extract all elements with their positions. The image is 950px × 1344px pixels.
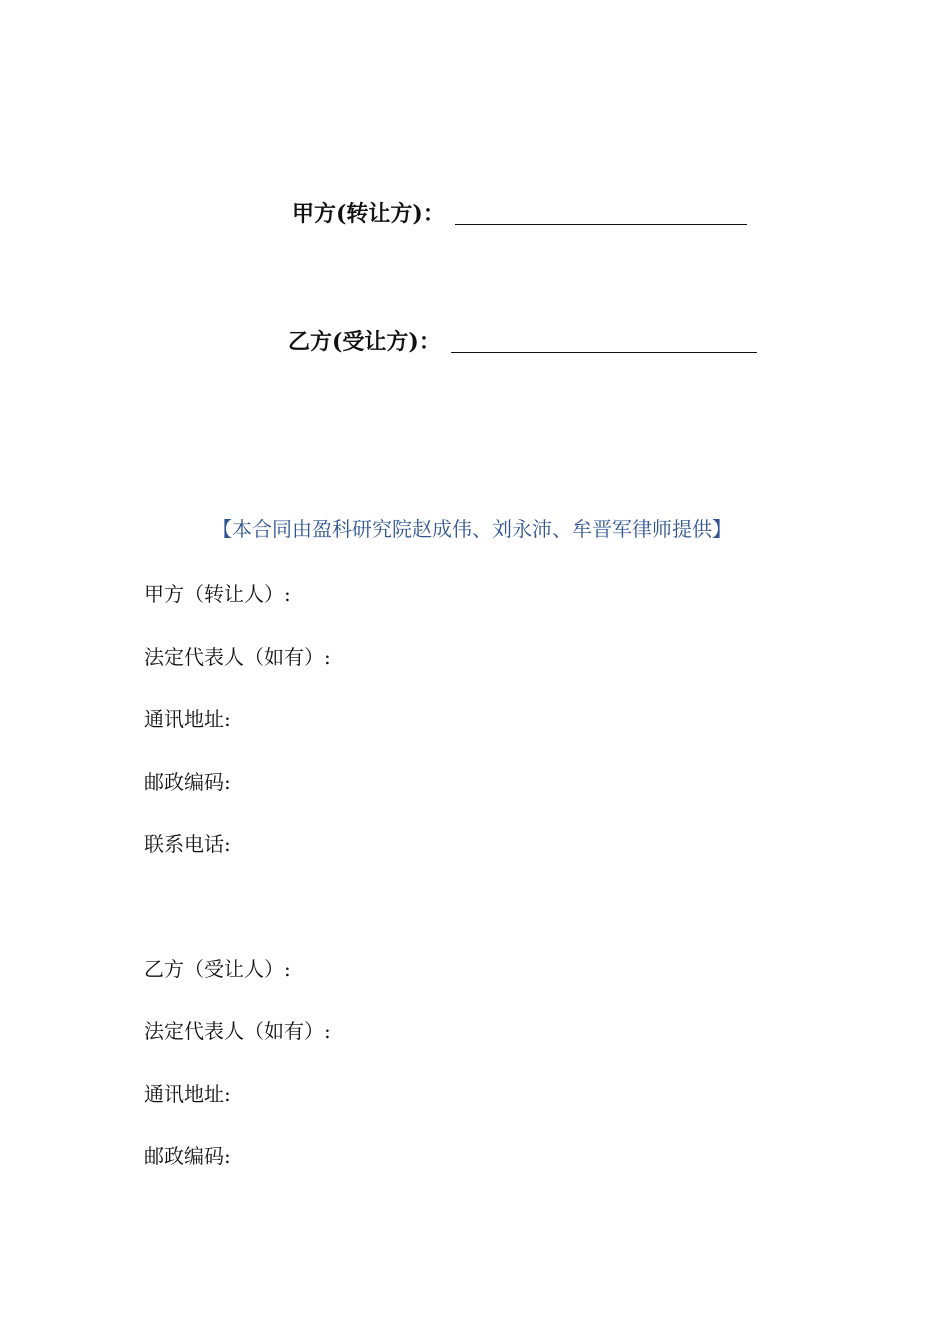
party-a-address-label: 通讯地址: bbox=[144, 707, 231, 731]
party-b-representative-label: 法定代表人（如有）: bbox=[144, 1019, 331, 1043]
party-a-signature-label: 甲方(转让方)： bbox=[292, 201, 445, 227]
party-b-signature-line bbox=[288, 330, 757, 353]
party-a-representative-label: 法定代表人（如有）: bbox=[144, 645, 331, 669]
party-b-address-label: 通讯地址: bbox=[144, 1082, 231, 1106]
party-b-postcode-label: 邮政编码: bbox=[144, 1144, 231, 1168]
party-b-signature-blank[interactable] bbox=[451, 330, 757, 353]
party-a-name-label: 甲方（转让人）: bbox=[144, 582, 291, 606]
party-a-postcode-label: 邮政编码: bbox=[144, 770, 231, 794]
party-b-signature-label: 乙方(受让方)： bbox=[288, 329, 441, 355]
party-a-signature-line bbox=[292, 202, 747, 225]
party-b-name-label: 乙方（受让人）: bbox=[144, 957, 291, 981]
party-a-phone-label: 联系电话: bbox=[144, 832, 231, 856]
contract-credit-note: 【本合同由盈科研究院赵成伟、刘永沛、牟晋军律师提供】 bbox=[212, 517, 732, 541]
party-a-signature-blank[interactable] bbox=[455, 202, 747, 225]
